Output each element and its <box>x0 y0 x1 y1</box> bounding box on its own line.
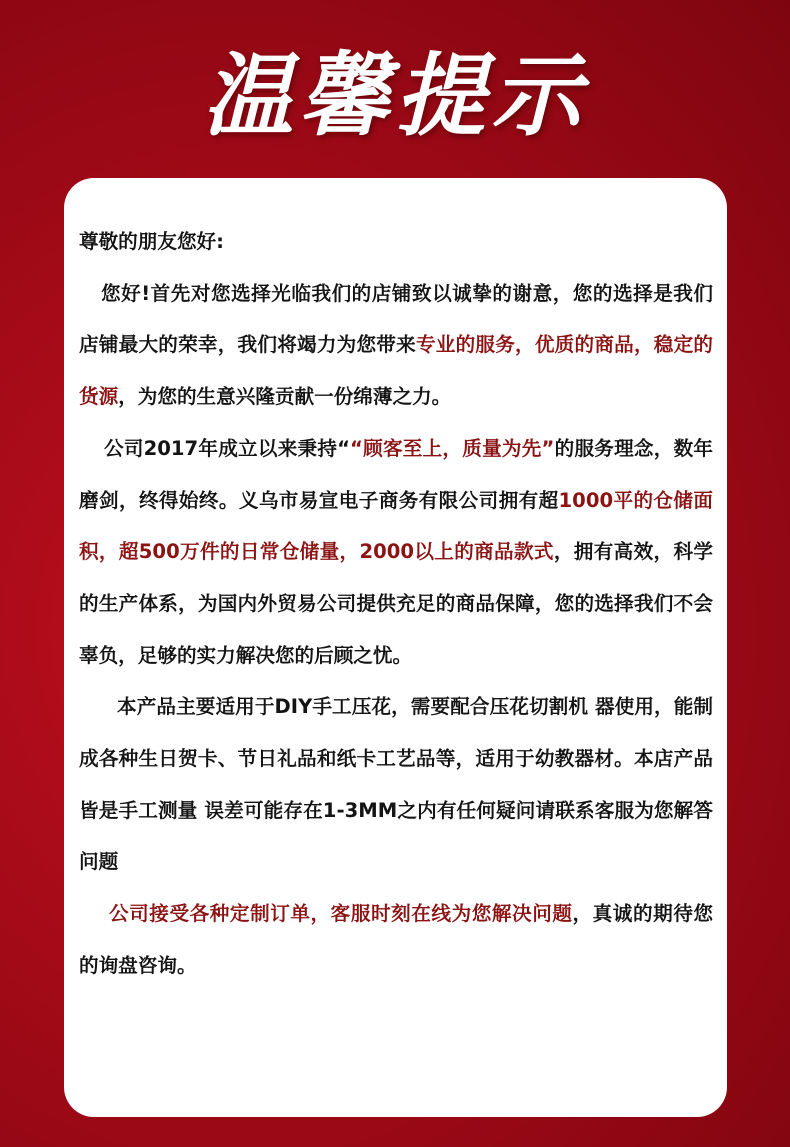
notice-card <box>64 178 727 1117</box>
paragraph-custom-order <box>79 888 713 991</box>
paragraph-company <box>79 423 713 682</box>
paragraph-welcome <box>79 268 713 423</box>
paragraph-company-text-c: ，拥有高效，科学的生产体系，为国内外贸易公司提供充足的商品保障，您的选择我们不会辜负，足够的实力解决您的后顾之忧。 <box>79 540 714 667</box>
paragraph-welcome-text-b: ，为您的生意兴隆贡献一份绵薄之力。 <box>118 385 452 409</box>
paragraph-company-highlight-motto: “顾客至上，质量为先” <box>350 436 555 460</box>
paragraph-product: 本产品主要适用于DIY手工压花，需要配合压花切割机 器使用，能制成各种生日贺卡、节日礼品和纸卡工艺品等，适用于幼教器材。本店产品皆是手工测量 误差可能存在1-3MM之内有任何疑问请联系客服为您解答问题 <box>79 695 713 874</box>
paragraph-company-text-b: 的服务理念，数年磨剑，终得始终。义乌市易宣电子商务有限公司拥有超 <box>79 436 713 512</box>
page-title: 温馨提示 <box>203 44 587 149</box>
paragraph-welcome-text-a: 您好!首先对您选择光临我们的店铺致以诚挚的谢意，您的选择是我们店铺最大的荣幸，我们将竭力为您带来 <box>79 281 713 357</box>
paragraph-custom-order-highlight: 公司接受各种定制订单，客服时刻在线为您解决问题 <box>109 902 573 926</box>
paragraph-custom-order-text: ，真诚的期待您的询盘咨询。 <box>79 902 714 977</box>
paragraph-welcome-highlight: 专业的服务，优质的商品，稳定的货源 <box>79 333 714 409</box>
paragraph-company-highlight-capacity: 1000平的仓储面积，超500万件的日常仓储量，2000以上的商品款式 <box>79 488 713 564</box>
greeting: 尊敬的朋友您好: <box>79 230 224 253</box>
paragraph-company-text-a: 公司2017年成立以来秉持“ <box>104 436 351 460</box>
